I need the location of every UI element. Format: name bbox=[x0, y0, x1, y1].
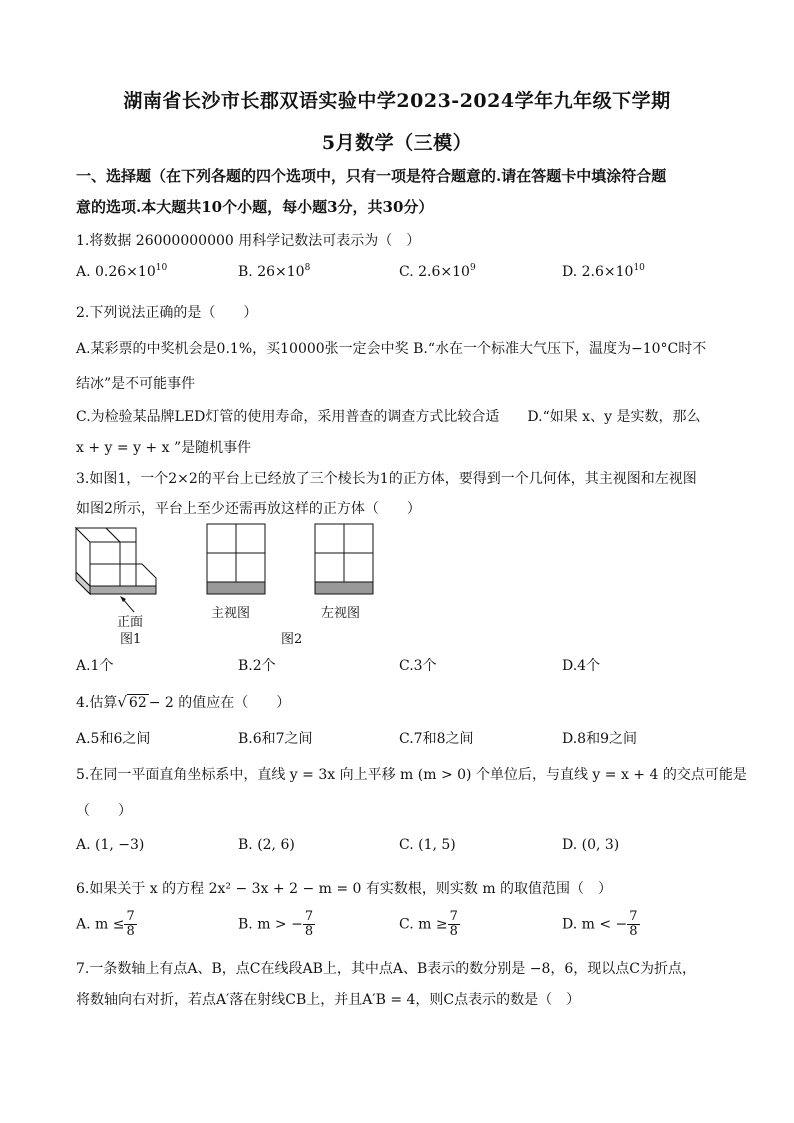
q3-stem-line1: 3.如图1，一个2×2的平台上已经放了三个棱长为1的正方体，要得到一个几何体，其主视图和左视图 bbox=[76, 471, 697, 487]
q5-option-b: B. (2, 6) bbox=[238, 837, 295, 853]
q1-option-c: C. $2.6\times 10^9$ bbox=[399, 263, 476, 280]
left-view-figure bbox=[313, 522, 377, 598]
q7-stem-line2: 将数轴向右对折，若点A′落在射线CB上，并且A′B = 4，则C点表示的数是（ ） bbox=[76, 992, 581, 1008]
left-view-platform bbox=[315, 582, 373, 594]
q6-option-b: B. m > − $\frac{7}{8}$ bbox=[238, 909, 314, 939]
section-heading-line1: 一、选择题（在下列各题的四个选项中，只有一项是符合题意的.请在答题卡中填涂符合题 bbox=[76, 167, 667, 185]
q2-option-b-cont: 结冰”是不可能事件 bbox=[76, 376, 196, 392]
q2-option-a-b: A.某彩票的中奖机会是0.1%，买10000张一定会中奖 B.“水在一个标准大气压下，温度为−10°C时不 bbox=[76, 341, 707, 357]
q1-option-b: B. $26\times 10^8$ bbox=[238, 263, 311, 280]
q5-option-d: D. (0, 3) bbox=[562, 837, 620, 853]
q7-stem-line1: 7.一条数轴上有点A、B，点C在线段AB上，其中点A、B表示的数分别是 −8，6，现以点C为折点， bbox=[76, 961, 696, 977]
cube-front-step bbox=[120, 564, 156, 586]
q2-option-c-d: C.为检验某品牌LED灯管的使用寿命，采用普查的调查方式比较合适 D.“如果 x、y 是实数，那么 bbox=[76, 409, 701, 425]
figure1-label: 图1 bbox=[120, 632, 142, 647]
section-heading-line2: 意的选项.本大题共10个小题，每小题3分，共30分） bbox=[76, 198, 434, 216]
q5-paren: （ ） bbox=[76, 803, 132, 819]
q5-stem: 5.在同一平面直角坐标系中，直线 y = 3x 向上平移 m (m > 0) 个单位后，与直线 y = x + 4 的交点可能是 bbox=[76, 767, 747, 783]
q4-option-b: B.6和7之间 bbox=[238, 731, 313, 747]
q6-option-c: C. m ≥ $\frac{7}{8}$ bbox=[399, 909, 458, 939]
q4-option-d: D.8和9之间 bbox=[562, 731, 637, 747]
q2-option-d-cont: x + y = y + x ”是随机事件 bbox=[76, 440, 252, 456]
q1-stem: 1.将数据 26000000000 用科学记数法可表示为（ ） bbox=[76, 233, 421, 249]
q1-option-a: A. $0.26\times 10^{10}$ bbox=[76, 263, 168, 280]
q4-stem: 4.估算√ 62 − 2 的值应在（ ） bbox=[76, 693, 291, 711]
figure1-cubes bbox=[74, 522, 164, 602]
q4-radicand: 62 bbox=[128, 695, 147, 711]
main-view-label: 主视图 bbox=[211, 606, 251, 621]
q3-option-b: B.2个 bbox=[238, 658, 276, 674]
q4-option-c: C.7和8之间 bbox=[399, 731, 474, 747]
exam-title-line2: 5月数学（三模） bbox=[321, 132, 473, 154]
q3-stem-line2: 如图2所示，平台上至少还需再放这样的正方体（ ） bbox=[76, 501, 421, 517]
q3-option-d: D.4个 bbox=[562, 658, 601, 674]
front-label: 正面 bbox=[117, 615, 144, 630]
q6-option-d: D. m < − $\frac{7}{8}$ bbox=[562, 909, 638, 939]
q4-option-a: A.5和6之间 bbox=[76, 731, 151, 747]
q1-option-d: D. $2.6\times 10^{10}$ bbox=[562, 263, 645, 280]
q5-option-c: C. (1, 5) bbox=[399, 837, 456, 853]
platform-front-face bbox=[90, 586, 156, 594]
q2-stem: 2.下列说法正确的是（ ） bbox=[76, 305, 258, 321]
q3-option-c: C.3个 bbox=[399, 658, 437, 674]
cube-front-right bbox=[120, 542, 136, 564]
q6-stem: 6.如果关于 x 的方程 2x² − 3x + 2 − m = 0 有实数根，则实数 m 的取值范围（ ） bbox=[76, 881, 613, 897]
left-view-label: 左视图 bbox=[321, 606, 361, 621]
q3-option-a: A.1个 bbox=[76, 658, 114, 674]
q6-option-a: A. m ≤ $\frac{7}{8}$ bbox=[76, 909, 135, 939]
main-view-platform bbox=[207, 582, 265, 594]
main-view-figure bbox=[205, 522, 269, 598]
figure2-label: 图2 bbox=[281, 632, 303, 647]
q5-option-a: A. (1, −3) bbox=[76, 837, 145, 853]
exam-title-line1: 湖南省长沙市长郡双语实验中学2023-2024学年九年级下学期 bbox=[123, 90, 671, 112]
